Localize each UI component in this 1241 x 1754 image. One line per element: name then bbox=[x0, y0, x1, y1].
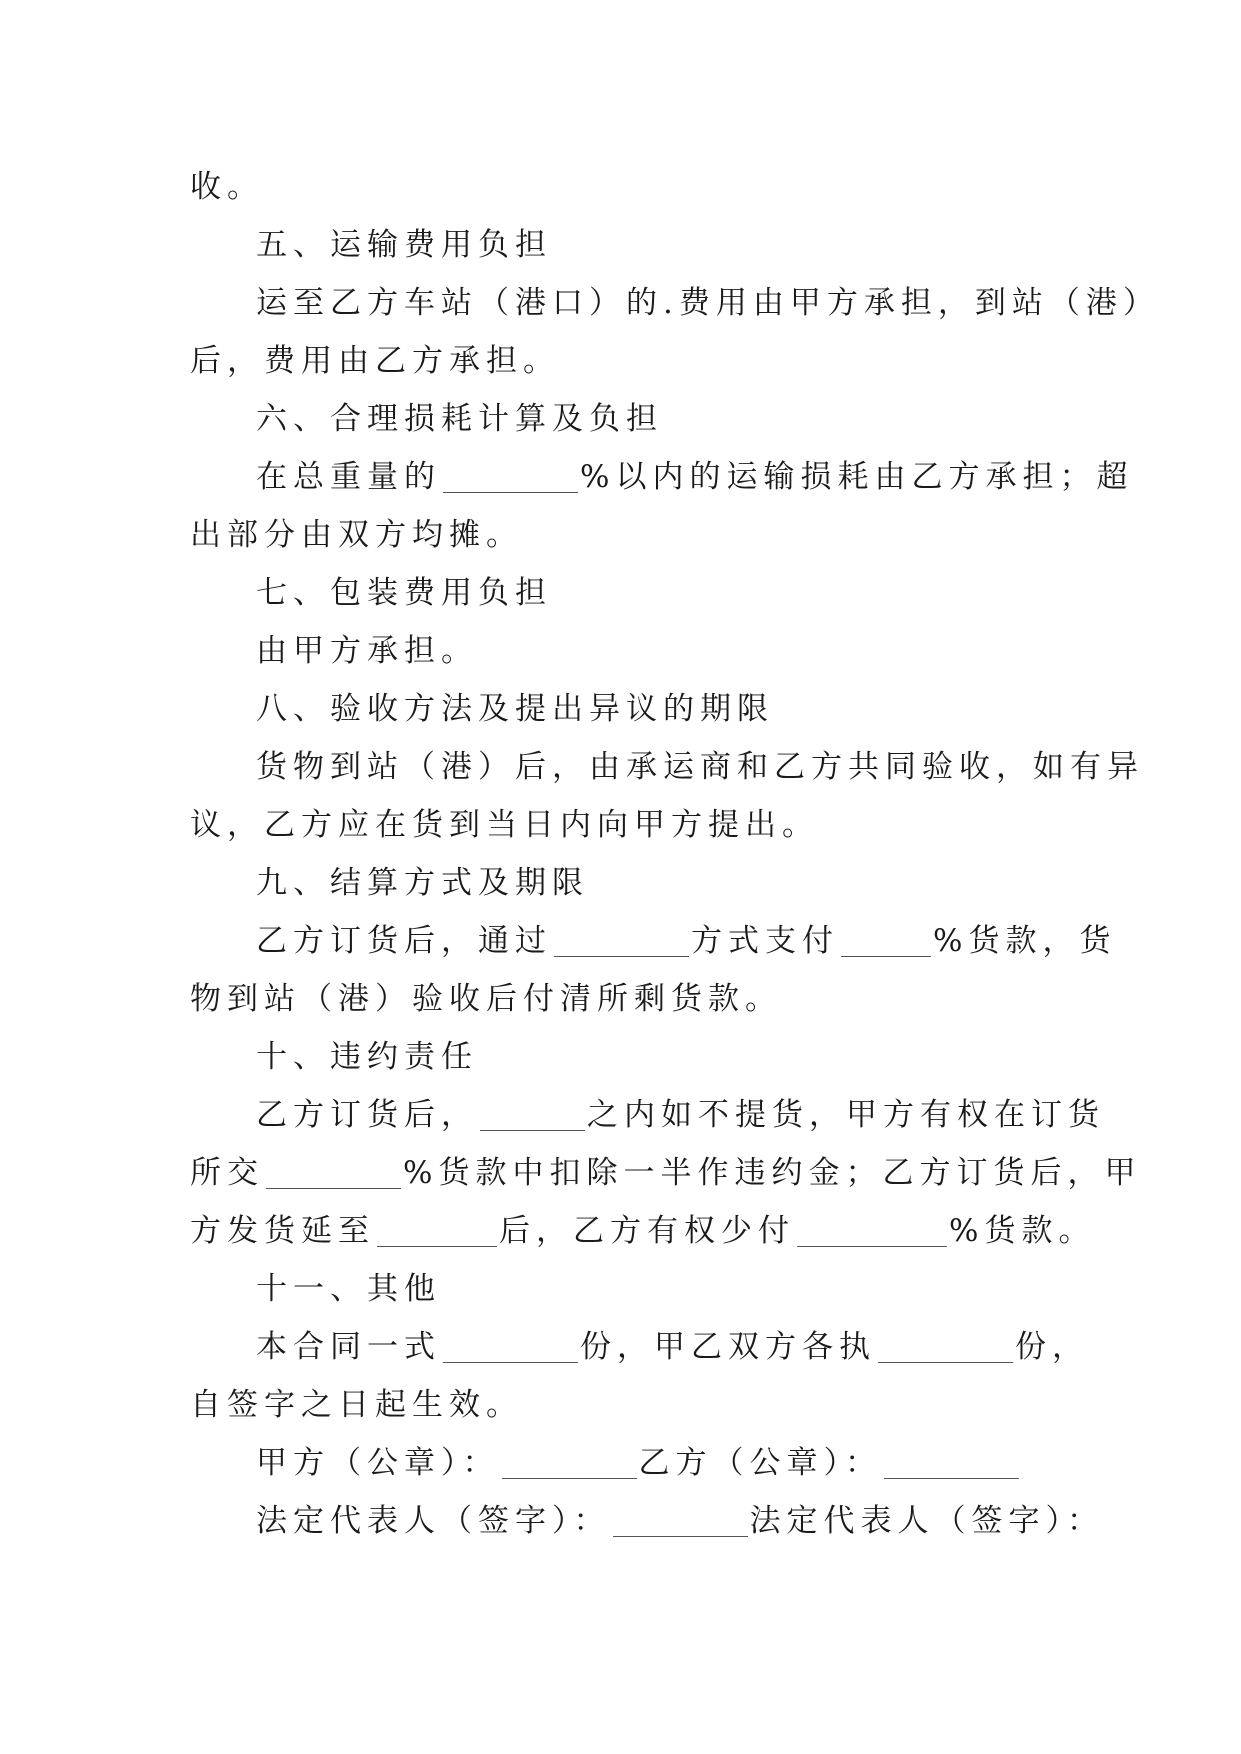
document-page bbox=[190, 158, 1160, 1550]
text-line bbox=[190, 680, 1060, 738]
text-line bbox=[190, 390, 1060, 448]
fill-in-blank bbox=[502, 1448, 637, 1479]
line-text: 七、包装费用负担 bbox=[256, 575, 552, 611]
line-text: 自签字之日起生效。 bbox=[190, 1387, 523, 1423]
fill-in-blank bbox=[443, 462, 578, 493]
line-text: 六、合理损耗计算及负担 bbox=[256, 401, 663, 437]
text-line bbox=[190, 332, 1060, 390]
fill-in-blank bbox=[554, 926, 689, 957]
text-line bbox=[190, 1318, 1089, 1376]
text-line bbox=[190, 1492, 1104, 1550]
line-text: 法定代表人（签字）： bbox=[256, 1503, 611, 1539]
line-text: 后，乙方有权少付 bbox=[499, 1213, 795, 1249]
line-text: 所交 bbox=[190, 1155, 264, 1191]
line-text: 之内如不提货，甲方有权在订货 bbox=[587, 1097, 1105, 1133]
line-text: 十一、其他 bbox=[256, 1271, 441, 1307]
line-text: 方式支付 bbox=[691, 923, 839, 959]
line-text: 乙方（公章）： bbox=[638, 1445, 882, 1481]
fill-in-blank bbox=[266, 1158, 401, 1189]
fill-in-blank bbox=[884, 1448, 1019, 1479]
fill-in-blank bbox=[797, 1216, 947, 1247]
line-text: 方发货延至 bbox=[190, 1213, 375, 1249]
line-text: 由甲方承担。 bbox=[256, 633, 478, 669]
fill-in-blank bbox=[878, 1332, 1013, 1363]
line-text: 乙方订货后， bbox=[256, 1097, 478, 1133]
text-line bbox=[190, 274, 1160, 332]
line-text: %以内的运输损耗由乙方承担；超 bbox=[580, 459, 1134, 495]
text-line bbox=[190, 158, 1060, 216]
fill-in-blank bbox=[613, 1506, 748, 1537]
text-line bbox=[190, 796, 1060, 854]
line-text: 法定代表人（签字）： bbox=[749, 1503, 1104, 1539]
line-text: 在总重量的 bbox=[256, 459, 441, 495]
text-line bbox=[190, 448, 1134, 506]
text-line bbox=[190, 1028, 1060, 1086]
line-text: 收。 bbox=[190, 169, 264, 205]
text-line bbox=[190, 622, 1060, 680]
line-text: 物到站（港）验收后付清所剩货款。 bbox=[190, 981, 782, 1017]
line-text: 份，甲乙双方各执 bbox=[580, 1329, 876, 1365]
line-text: 十、违约责任 bbox=[256, 1039, 478, 1075]
text-line bbox=[190, 854, 1060, 912]
line-text: 本合同一式 bbox=[256, 1329, 441, 1365]
line-text: 八、验收方法及提出异议的期限 bbox=[256, 691, 774, 727]
text-line bbox=[190, 506, 1060, 564]
text-line bbox=[190, 564, 1060, 622]
line-text: %货款，货 bbox=[933, 923, 1117, 959]
line-text: 份， bbox=[1015, 1329, 1089, 1365]
text-line bbox=[190, 970, 1060, 1028]
line-text: 出部分由双方均摊。 bbox=[190, 517, 523, 553]
text-line bbox=[190, 1144, 1142, 1202]
line-text: 运至乙方车站（港口）的.费用由甲方承担，到站（港） bbox=[256, 285, 1160, 321]
fill-in-blank bbox=[377, 1216, 497, 1247]
text-line bbox=[190, 1434, 1060, 1492]
line-text: 甲方（公章）： bbox=[256, 1445, 500, 1481]
line-text: 五、运输费用负担 bbox=[256, 227, 552, 263]
line-text: 议，乙方应在货到当日内向甲方提出。 bbox=[190, 807, 819, 843]
line-text: 后，费用由乙方承担。 bbox=[190, 343, 560, 379]
text-line bbox=[190, 1086, 1105, 1144]
text-line bbox=[190, 912, 1117, 970]
fill-in-blank bbox=[841, 926, 931, 957]
text-line bbox=[190, 738, 1144, 796]
text-line bbox=[190, 1202, 1096, 1260]
line-text: %货款中扣除一半作违约金；乙方订货后，甲 bbox=[403, 1155, 1142, 1191]
fill-in-blank bbox=[443, 1332, 578, 1363]
text-line bbox=[190, 216, 1060, 274]
fill-in-blank bbox=[480, 1100, 585, 1131]
line-text: %货款。 bbox=[949, 1213, 1096, 1249]
line-text: 九、结算方式及期限 bbox=[256, 865, 589, 901]
line-text: 货物到站（港）后，由承运商和乙方共同验收，如有异 bbox=[256, 749, 1144, 785]
line-text: 乙方订货后，通过 bbox=[256, 923, 552, 959]
text-line bbox=[190, 1260, 1060, 1318]
text-line bbox=[190, 1376, 1060, 1434]
